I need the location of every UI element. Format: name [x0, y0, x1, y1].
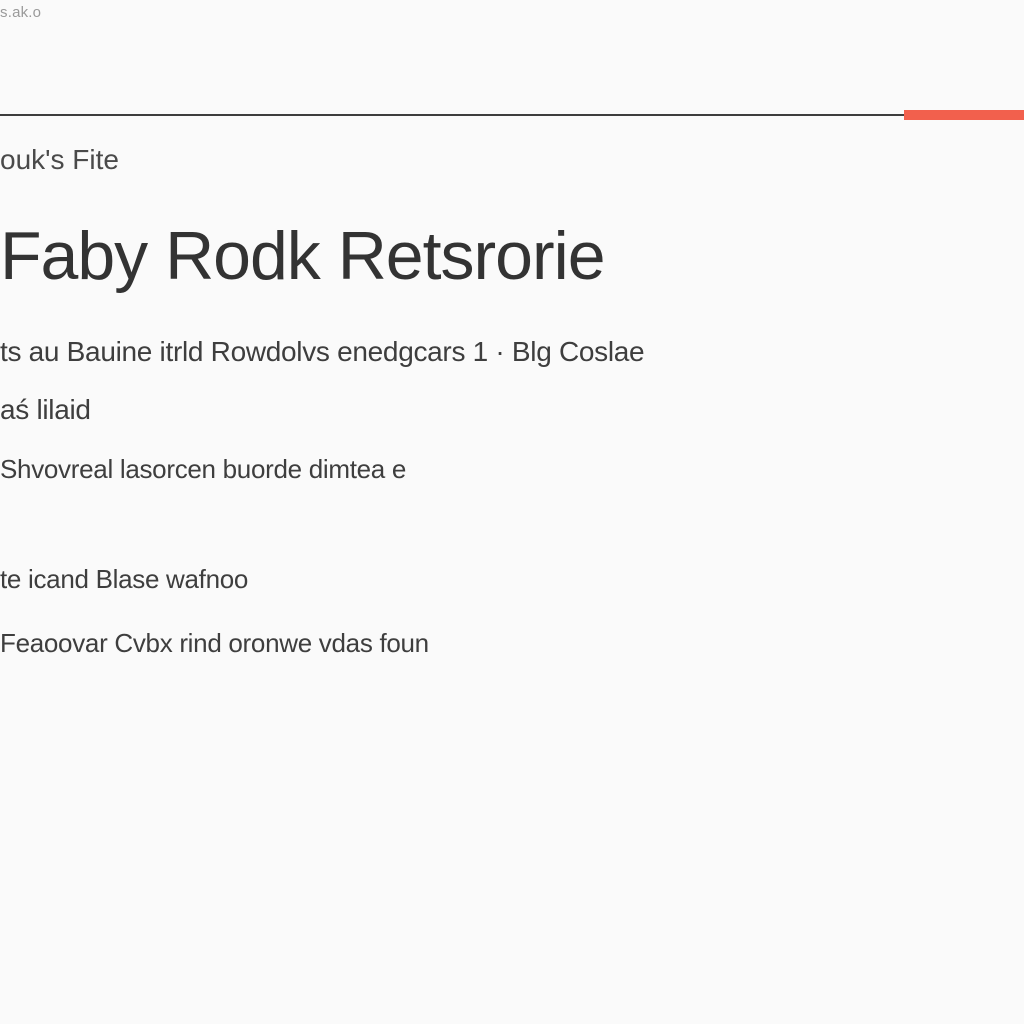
- body-text-line-1: ts au Bauine itrld Rowdolvs enedgcars 1 · Blg Coslae: [0, 336, 645, 367]
- section-label: ouk's Fite: [0, 144, 119, 175]
- body-text-line-2: aś lilaid: [0, 394, 91, 425]
- body-text-line-5: Feaoovar Cvbx rind oronwe vdas foun: [0, 628, 429, 658]
- header-divider: [0, 114, 906, 116]
- header-meta-text: s.ak.o: [0, 4, 42, 21]
- page-title: Faby Rodk Retsrorie: [0, 218, 605, 294]
- body-text-line-3: Shvovreal lasorcen buorde dimtea e: [0, 454, 407, 484]
- body-text-line-4: te icand Blase wafnoo: [0, 564, 249, 594]
- accent-bar: [904, 110, 1024, 120]
